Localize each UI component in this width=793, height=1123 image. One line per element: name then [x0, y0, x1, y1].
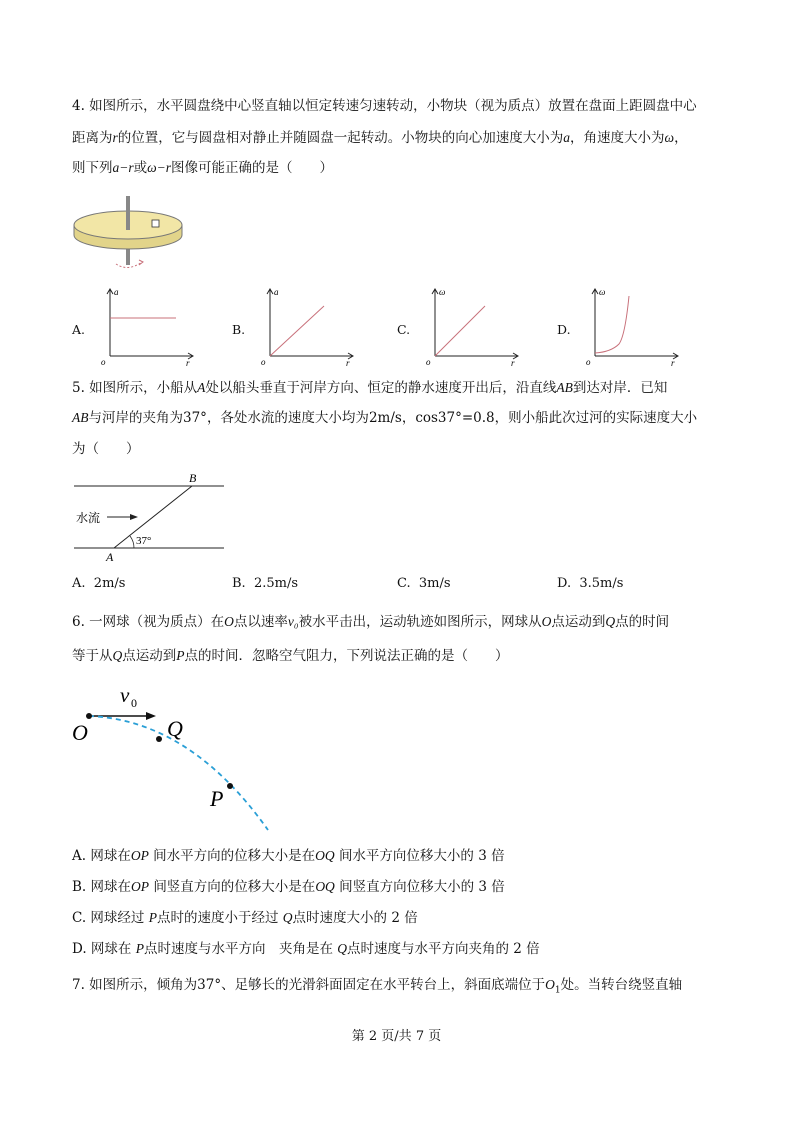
q5-line-2: AB与河岸的夹角为37°，各处水流的速度大小均为2m/s，cos37°=0.8，则小船此次过河的实际速度大小: [72, 410, 698, 426]
graph-c-y-label: ω: [439, 287, 446, 297]
graph-b-origin-label: o: [261, 357, 266, 367]
q6-line-1: 6. 一网球（视为质点）在O点以速率v₀被水平击出，运动轨迹如图所示，网球从O点运动到Q点的时间: [72, 614, 670, 630]
q5-line-3: 为（ ）: [72, 441, 140, 457]
point-q-label: Q: [167, 716, 183, 741]
q4-graph-b[interactable]: [258, 286, 358, 366]
q6-option-c[interactable]: C. 网球经过 P点时的速度小于经过 Q点时速度大小的 2 倍: [72, 910, 418, 926]
v0-subscript: 0: [131, 696, 137, 710]
graph-a-x-label: r: [186, 358, 190, 368]
q4-graph-d[interactable]: [583, 286, 683, 366]
q6-line-2: 等于从Q点运动到P点的时间．忽略空气阻力，下列说法正确的是（ ）: [72, 648, 509, 664]
q7-line-1: 7. 如图所示，倾角为37°、足够长的光滑斜面固定在水平转台上，斜面底端位于$O_1$处。当转台绕竖直轴: [72, 977, 683, 996]
q4-line-1: 4. 如图所示，水平圆盘绕中心竖直轴以恒定转速匀速转动，小物块（视为质点）放置在盘面上距圆盘中心: [72, 98, 697, 114]
q5-option-c[interactable]: C. 3m/s: [397, 576, 451, 591]
graph-b-y-label: a: [274, 287, 279, 297]
q4-option-c-label[interactable]: C.: [397, 322, 411, 337]
graph-a-y-label: a: [114, 287, 119, 297]
q4-option-b-label[interactable]: B.: [232, 322, 246, 337]
point-b-label: B: [189, 471, 197, 485]
q4-option-d-label[interactable]: D.: [557, 322, 571, 337]
point-p-label: P: [210, 786, 224, 811]
q6-option-d[interactable]: D. 网球在 P点时速度与水平方向 夹角是在 Q点时速度与水平方向夹角的 2 倍: [72, 941, 540, 957]
rotating-disk-figure: [72, 190, 182, 275]
graph-a-origin-label: o: [101, 357, 106, 367]
graph-d-y-label: ω: [599, 287, 606, 297]
q4-line-2: 距离为r的位置，它与圆盘相对静止并随圆盘一起转动。小物块的向心加速度大小为a，角速度大小为ω，: [72, 130, 688, 146]
graph-c-x-label: r: [511, 358, 515, 368]
water-flow-label: 水流: [76, 511, 101, 525]
q5-option-b[interactable]: B. 2.5m/s: [232, 576, 299, 591]
point-a-label: A: [106, 550, 114, 564]
q6-option-b[interactable]: B. 网球在OP 间竖直方向的位移大小是在OQ 间竖直方向位移大小的 3 倍: [72, 879, 505, 895]
graph-c-origin-label: o: [426, 357, 431, 367]
q5-option-a[interactable]: A. 2m/s: [72, 576, 126, 591]
trajectory-figure: [70, 680, 280, 835]
river-crossing-figure: [72, 470, 232, 565]
v0-label: v: [120, 683, 130, 707]
graph-d-x-label: r: [671, 358, 675, 368]
page-footer: 第 2 页/共 7 页: [351, 1029, 442, 1044]
q5-option-d[interactable]: D. 3.5m/s: [557, 576, 624, 591]
graph-b-x-label: r: [346, 358, 350, 368]
q4-line-3: 则下列a−r或ω−r图像可能正确的是（ ）: [72, 160, 334, 176]
point-o-label: O: [72, 720, 88, 745]
q4-graph-a[interactable]: [98, 286, 198, 366]
q6-option-a[interactable]: A. 网球在OP 间水平方向的位移大小是在OQ 间水平方向位移大小的 3 倍: [72, 848, 505, 864]
q4-graph-c[interactable]: [423, 286, 523, 366]
angle-label: 37°: [136, 535, 152, 547]
graph-d-origin-label: o: [586, 357, 591, 367]
q4-option-a-label[interactable]: A.: [72, 322, 86, 337]
q5-line-1: 5. 如图所示，小船从A处以船头垂直于河岸方向、恒定的静水速度开出后，沿直线AB到达对岸．已知: [72, 380, 668, 396]
